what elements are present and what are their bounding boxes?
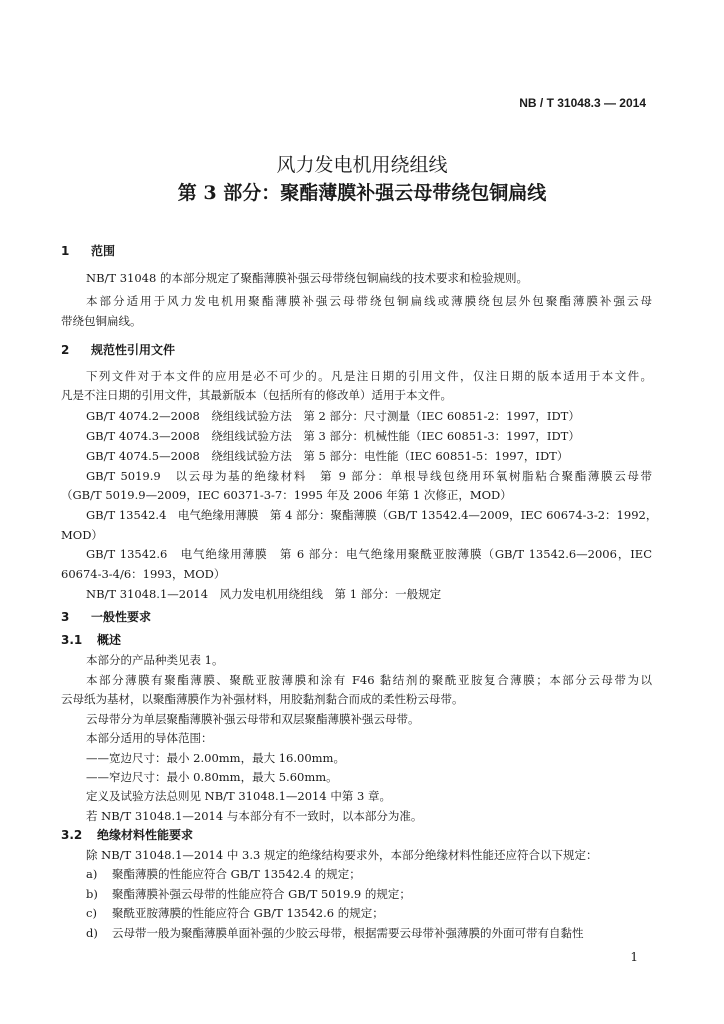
standard-id-header: NB / T 31048.3 — 2014 — [519, 96, 646, 110]
list-item — [86, 886, 411, 902]
normative-reference-line-1: GB/T 13542.4 电气绝缘用薄膜 第 4 部分：聚酯薄膜（GB/T 13542.4—2009，IEC 60674-3-2：1992， — [86, 508, 658, 522]
document-title-line2: 第 3 部分：聚酯薄膜补强云母带绕包铜扁线 — [177, 182, 547, 204]
section-3-2-heading — [61, 827, 193, 843]
page-number: 1 — [630, 950, 638, 964]
normative-reference: NB/T 31048.1—2014 风力发电机用绕组线 第 1 部分：一般规定 — [86, 587, 442, 601]
section-3-1-title: 概述 — [97, 633, 122, 647]
normative-reference-line-2: 60674-3-4/6：1993，MOD） — [61, 567, 226, 581]
section-3-1-paragraph: 定义及试验方法总则见 NB/T 31048.1—2014 中第 3 章。 — [86, 789, 391, 803]
list-item — [86, 925, 584, 941]
normative-reference-line-1: GB/T 13542.6 电气绝缘用薄膜 第 6 部分：电气绝缘用聚酰亚胺薄膜（GB/T 13542.6—2006，IEC — [86, 547, 652, 561]
section-3-1-paragraph: 云母带分为单层聚酯薄膜补强云母带和双层聚酯薄膜补强云母带。 — [86, 712, 420, 726]
section-2-intro-line-1: 下列文件对于本文件的应用是必不可少的。凡是注日期的引用文件，仅注日期的版本适用于本文件。 — [86, 369, 652, 383]
section-3-2-number: 3.2 — [61, 828, 83, 842]
section-3-number: 3 — [61, 610, 70, 624]
section-3-heading — [61, 609, 151, 625]
section-3-1-number: 3.1 — [61, 633, 83, 647]
list-item-label: a) — [86, 867, 98, 881]
section-3-2-intro: 除 NB/T 31048.1—2014 中 3.3 规定的绝缘结构要求外，本部分绝缘材料性能还应符合以下规定： — [86, 848, 598, 862]
section-3-1-heading — [61, 632, 121, 648]
section-3-1-paragraph-line-1: 本部分薄膜有聚酯薄膜、聚酰亚胺薄膜和涂有 F46 黏结剂的聚酰亚胺复合薄膜；本部分云母带为以 — [86, 673, 652, 687]
section-3-1-paragraph: 本部分的产品种类见表 1。 — [86, 653, 224, 667]
section-3-2-title: 绝缘材料性能要求 — [97, 828, 194, 842]
list-item — [86, 905, 384, 921]
normative-reference-line-1: GB/T 5019.9 以云母为基的绝缘材料 第 9 部分：单根导线包绕用环氧树脂粘合聚酯薄膜云母带 — [86, 469, 652, 483]
dimension-range-item: ——宽边尺寸：最小 2.00mm，最大 16.00mm。 — [86, 751, 345, 765]
section-1-number: 1 — [61, 244, 70, 258]
list-item-text: 聚酯薄膜补强云母带的性能应符合 GB/T 5019.9 的规定； — [112, 887, 411, 901]
section-1-paragraph-2-line-1: 本部分适用于风力发电机用聚酯薄膜补强云母带绕包铜扁线或薄膜绕包层外包聚酯薄膜补强云母 — [86, 294, 652, 308]
section-3-1-paragraph-line-2: 云母纸为基材，以聚酯薄膜作为补强材料，用胶黏剂黏合而成的柔性粉云母带。 — [61, 692, 464, 706]
section-3-1-paragraph: 本部分适用的导体范围： — [86, 731, 213, 745]
section-3-title: 一般性要求 — [91, 610, 152, 624]
section-1-heading — [61, 243, 115, 259]
section-2-intro-line-2: 凡是不注日期的引用文件，其最新版本（包括所有的修改单）适用于本文件。 — [61, 388, 452, 402]
normative-reference: GB/T 4074.2—2008 绕组线试验方法 第 2 部分：尺寸测量（IEC 60851-2：1997，IDT） — [86, 409, 580, 423]
section-3-1-paragraph: 若 NB/T 31048.1—2014 与本部分有不一致时，以本部分为准。 — [86, 809, 423, 823]
list-item-text: 云母带一般为聚酯薄膜单面补强的少胶云母带，根据需要云母带补强薄膜的外面可带有自黏性 — [112, 926, 584, 940]
section-2-number: 2 — [61, 343, 70, 357]
list-item-label: d) — [86, 926, 98, 940]
section-2-heading — [61, 342, 175, 358]
list-item-label: b) — [86, 887, 98, 901]
list-item-text: 聚酯薄膜的性能应符合 GB/T 13542.4 的规定； — [112, 867, 361, 881]
list-item-text: 聚酰亚胺薄膜的性能应符合 GB/T 13542.6 的规定； — [112, 906, 384, 920]
section-1-paragraph-1: NB/T 31048 的本部分规定了聚酯薄膜补强云母带绕包铜扁线的技术要求和检验规则。 — [86, 271, 528, 285]
section-1-paragraph-2-line-2: 带绕包铜扁线。 — [61, 314, 142, 328]
section-1-title: 范围 — [91, 244, 116, 258]
list-item — [86, 866, 361, 882]
section-2-title: 规范性引用文件 — [91, 343, 176, 357]
normative-reference: GB/T 4074.5—2008 绕组线试验方法 第 5 部分：电性能（IEC 60851-5：1997，IDT） — [86, 449, 569, 463]
dimension-range-item: ——窄边尺寸：最小 0.80mm，最大 5.60mm。 — [86, 770, 338, 784]
list-item-label: c) — [86, 906, 97, 920]
normative-reference-line-2: MOD） — [61, 528, 103, 542]
normative-reference-line-2: （GB/T 5019.9—2009，IEC 60371-3-7：1995 年及 2006 年第 1 次修正，MOD） — [61, 488, 512, 502]
document-title-line1: 风力发电机用绕组线 — [276, 154, 448, 176]
normative-reference: GB/T 4074.3—2008 绕组线试验方法 第 3 部分：机械性能（IEC 60851-3：1997，IDT） — [86, 429, 580, 443]
